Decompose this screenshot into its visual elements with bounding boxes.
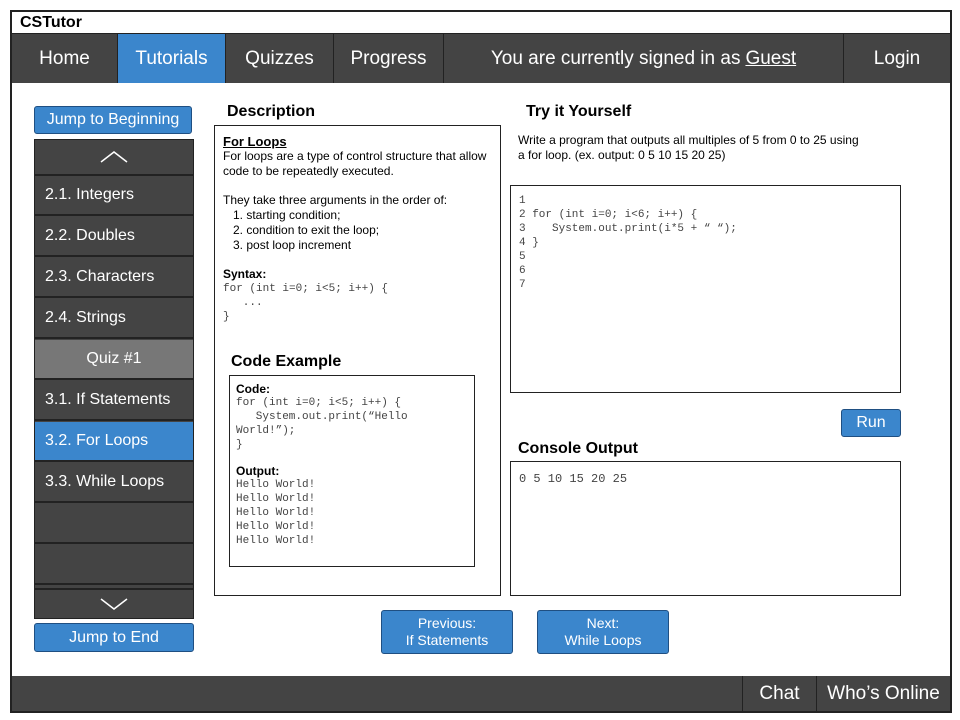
login-button[interactable]: Login: [873, 47, 921, 69]
syntax-code: for (int i=0; i<5; i++) { ... }: [223, 283, 389, 323]
sidebar-item-doubles[interactable]: 2.2. Doubles: [35, 217, 193, 257]
status-text: You are currently signed in as: [490, 47, 741, 69]
code-example-box: [229, 375, 475, 567]
app-title: CSTutor: [20, 14, 82, 31]
sign-in-status: [444, 34, 844, 83]
app-window: [10, 10, 952, 713]
argument-item: 2. condition to exit the loop;: [233, 223, 380, 237]
try-it-heading: Try it Yourself: [526, 103, 632, 120]
example-code: for (int i=0; i<5; i++) { System.out.print(“Hello World!”); }: [236, 397, 408, 451]
lesson-sidebar: [34, 139, 194, 619]
sidebar-item-characters[interactable]: 2.3. Characters: [35, 258, 193, 298]
description-panel: [214, 125, 501, 596]
jump-to-end-button[interactable]: Jump to End: [34, 623, 194, 652]
jump-to-beginning-button[interactable]: Jump to Beginning: [34, 106, 192, 134]
nav-tutorials[interactable]: Tutorials: [118, 34, 226, 83]
title-bar: [12, 12, 950, 34]
bottom-bar: [12, 676, 950, 711]
arguments-intro: They take three arguments in the order of:: [223, 193, 448, 207]
run-button[interactable]: Run: [841, 409, 901, 437]
sidebar-empty-slot: [35, 545, 193, 585]
nav-progress[interactable]: Progress: [334, 34, 444, 83]
sidebar-empty-slot: [35, 504, 193, 544]
example-output: Hello World! Hello World! Hello World! Hello World! Hello World!: [236, 479, 316, 547]
next-lesson-button[interactable]: Next: While Loops: [537, 610, 669, 654]
argument-item: 1. starting condition;: [233, 208, 341, 222]
chevron-down-icon: [99, 597, 129, 611]
topic-title: For Loops: [223, 134, 287, 149]
sidebar-item-strings[interactable]: 2.4. Strings: [35, 299, 193, 339]
sidebar-item-quiz-1[interactable]: Quiz #1: [35, 340, 193, 380]
sidebar-item-integers[interactable]: 2.1. Integers: [35, 176, 193, 216]
sidebar-item-for-loops[interactable]: 3.2. For Loops: [35, 422, 193, 462]
editor-content[interactable]: 1 2 for (int i=0; i<6; i++) { 3 System.out.print(i*5 + “ “); 4 } 5 6 7: [519, 195, 737, 291]
sidebar-item-while-loops[interactable]: 3.3. While Loops: [35, 463, 193, 503]
scroll-down-button[interactable]: [35, 588, 193, 618]
guest-user-link[interactable]: Guest: [745, 47, 797, 69]
scroll-up-button[interactable]: [35, 140, 193, 176]
code-example-heading: Code Example: [231, 353, 342, 370]
whos-online-button[interactable]: Who’s Online: [816, 676, 950, 711]
console-heading: Console Output: [518, 440, 638, 457]
sidebar-item-if-statements[interactable]: 3.1. If Statements: [35, 381, 193, 421]
nav-quizzes[interactable]: Quizzes: [226, 34, 334, 83]
nav-home[interactable]: Home: [12, 34, 118, 83]
exercise-prompt: Write a program that outputs all multiples of 5 from 0 to 25 using a for loop. (ex. output: 0 5 10 15 20 25): [518, 133, 859, 162]
chevron-up-icon: [99, 150, 129, 164]
console-output: [510, 461, 901, 596]
top-nav: [12, 34, 950, 83]
console-text: 0 5 10 15 20 25: [519, 472, 628, 486]
argument-item: 3. post loop increment: [233, 238, 352, 252]
chat-button[interactable]: Chat: [742, 676, 816, 711]
code-label: Code:: [236, 382, 270, 396]
syntax-label: Syntax:: [223, 267, 267, 281]
previous-lesson-button[interactable]: Previous: If Statements: [381, 610, 513, 654]
code-editor[interactable]: [510, 185, 901, 393]
topic-intro: For loops are a type of control structure that allow code to be repeatedly executed.: [223, 149, 487, 178]
output-label: Output:: [236, 464, 280, 478]
description-heading: Description: [227, 103, 316, 120]
